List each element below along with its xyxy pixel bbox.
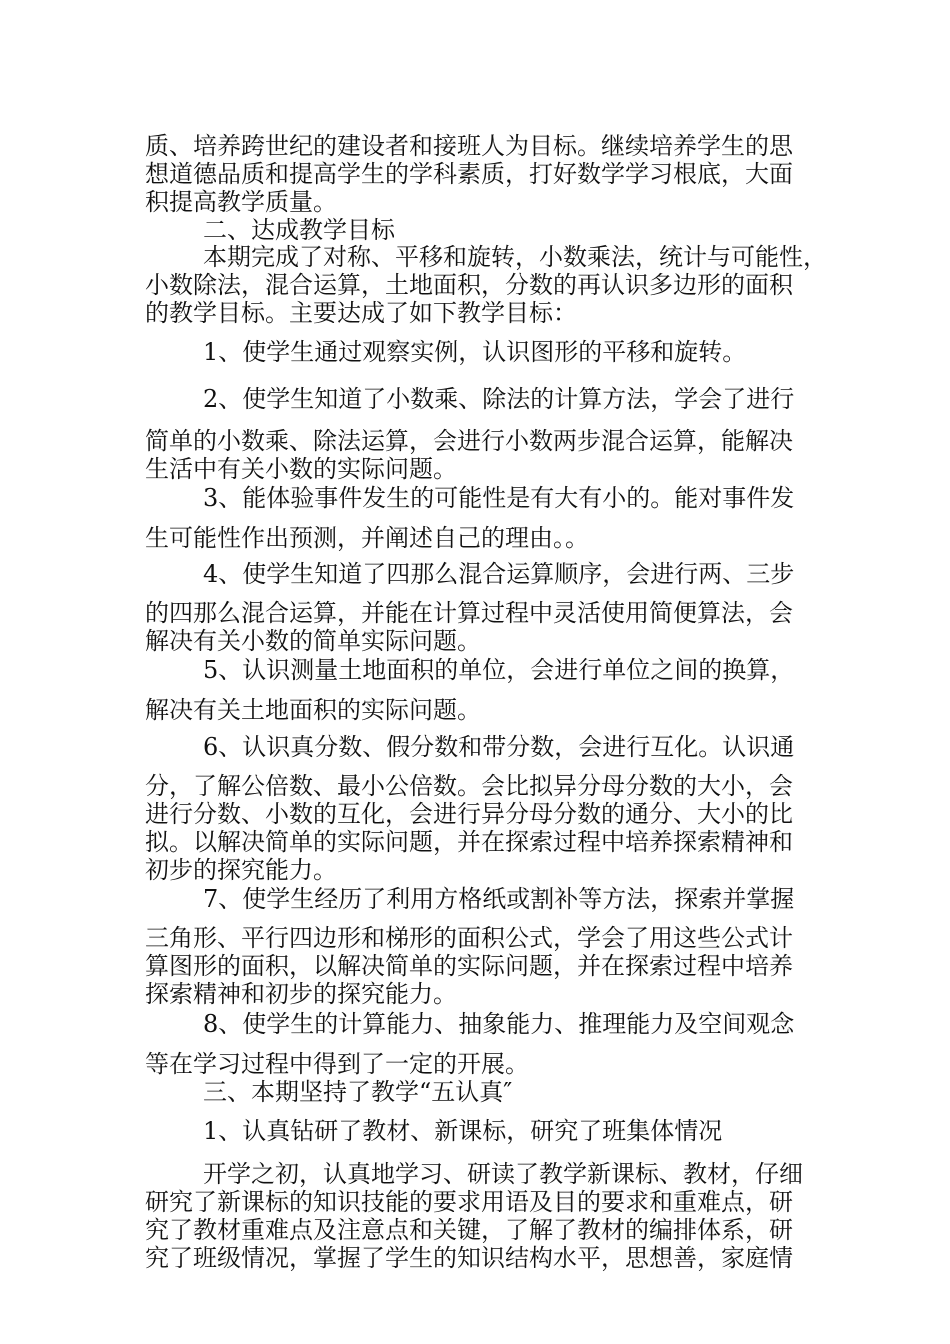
goal-6-line: 进行分数、小数的互化，会进行异分母分数的通分、大小的比 bbox=[145, 800, 793, 828]
section-two-heading: 二、达成教学目标 bbox=[203, 216, 395, 244]
goal-4-line: 的四那么混合运算，并能在计算过程中灵活使用简便算法，会 bbox=[145, 599, 793, 627]
section-two-intro-line: 小数除法，混合运算，土地面积，分数的再认识多边形的面积 bbox=[145, 271, 793, 299]
goal-3-line: 3、能体验事件发生的可能性是有大有小的。能对事件发 bbox=[203, 484, 795, 512]
goal-6-line: 初步的探究能力。 bbox=[145, 856, 337, 884]
goal-7-line: 7、使学生经历了利用方格纸或割补等方法，探索并掌握 bbox=[203, 885, 795, 913]
goal-5-line: 5、认识测量土地面积的单位，会进行单位之间的换算， bbox=[203, 656, 795, 684]
goal-7-line: 探索精神和初步的探究能力。 bbox=[145, 980, 457, 1008]
section-three-paragraph-line: 开学之初，认真地学习、研读了教学新课标、教材，仔细 bbox=[203, 1160, 803, 1188]
goal-6-line: 分，了解公倍数、最小公倍数。会比拟异分母分数的大小，会 bbox=[145, 772, 793, 800]
goal-1-line: 1、使学生通过观察实例，认识图形的平移和旋转。 bbox=[203, 338, 747, 366]
goal-2-line: 简单的小数乘、除法运算，会进行小数两步混合运算，能解决 bbox=[145, 427, 793, 455]
goal-4-line: 4、使学生知道了四那么混合运算顺序，会进行两、三步 bbox=[203, 560, 795, 588]
section-three-paragraph-line: 究了教材重难点及注意点和关键，了解了教材的编排体系，研 bbox=[145, 1216, 793, 1244]
goal-7-line: 三角形、平行四边形和梯形的面积公式，学会了用这些公式计 bbox=[145, 924, 793, 952]
section-three-paragraph-line: 究了班级情况，掌握了学生的知识结构水平，思想善，家庭情 bbox=[145, 1244, 793, 1272]
goal-4-line: 解决有关小数的简单实际问题。 bbox=[145, 627, 481, 655]
section-two-intro-line: 本期完成了对称、平移和旋转，小数乘法，统计与可能性， bbox=[203, 243, 827, 271]
goal-2-line: 生活中有关小数的实际问题。 bbox=[145, 455, 457, 483]
section-two-intro-line: 的教学目标。主要达成了如下教学目标： bbox=[145, 299, 577, 327]
goal-8-line: 8、使学生的计算能力、抽象能力、推理能力及空间观念 bbox=[203, 1010, 795, 1038]
section-three-heading: 三、本期坚持了教学“五认真″ bbox=[203, 1078, 513, 1106]
section-three-subheading: 1、认真钻研了教材、新课标，研究了班集体情况 bbox=[203, 1117, 723, 1145]
intro-line: 积提高教学质量。 bbox=[145, 188, 337, 216]
intro-line: 质、培养跨世纪的建设者和接班人为目标。继续培养学生的思 bbox=[145, 132, 793, 160]
goal-3-line: 生可能性作出预测，并阐述自己的理由。。 bbox=[145, 524, 589, 552]
section-three-paragraph-line: 研究了新课标的知识技能的要求用语及目的要求和重难点，研 bbox=[145, 1188, 793, 1216]
goal-7-line: 算图形的面积，以解决简单的实际问题，并在探索过程中培养 bbox=[145, 952, 793, 980]
intro-line: 想道德品质和提高学生的学科素质，打好数学学习根底，大面 bbox=[145, 160, 793, 188]
goal-6-line: 拟。以解决简单的实际问题，并在探索过程中培养探索精神和 bbox=[145, 828, 793, 856]
goal-5-line: 解决有关土地面积的实际问题。 bbox=[145, 696, 481, 724]
goal-2-line: 2、使学生知道了小数乘、除法的计算方法，学会了进行 bbox=[203, 385, 795, 413]
goal-6-line: 6、认识真分数、假分数和带分数，会进行互化。认识通 bbox=[203, 733, 795, 761]
goal-8-line: 等在学习过程中得到了一定的开展。 bbox=[145, 1050, 529, 1078]
